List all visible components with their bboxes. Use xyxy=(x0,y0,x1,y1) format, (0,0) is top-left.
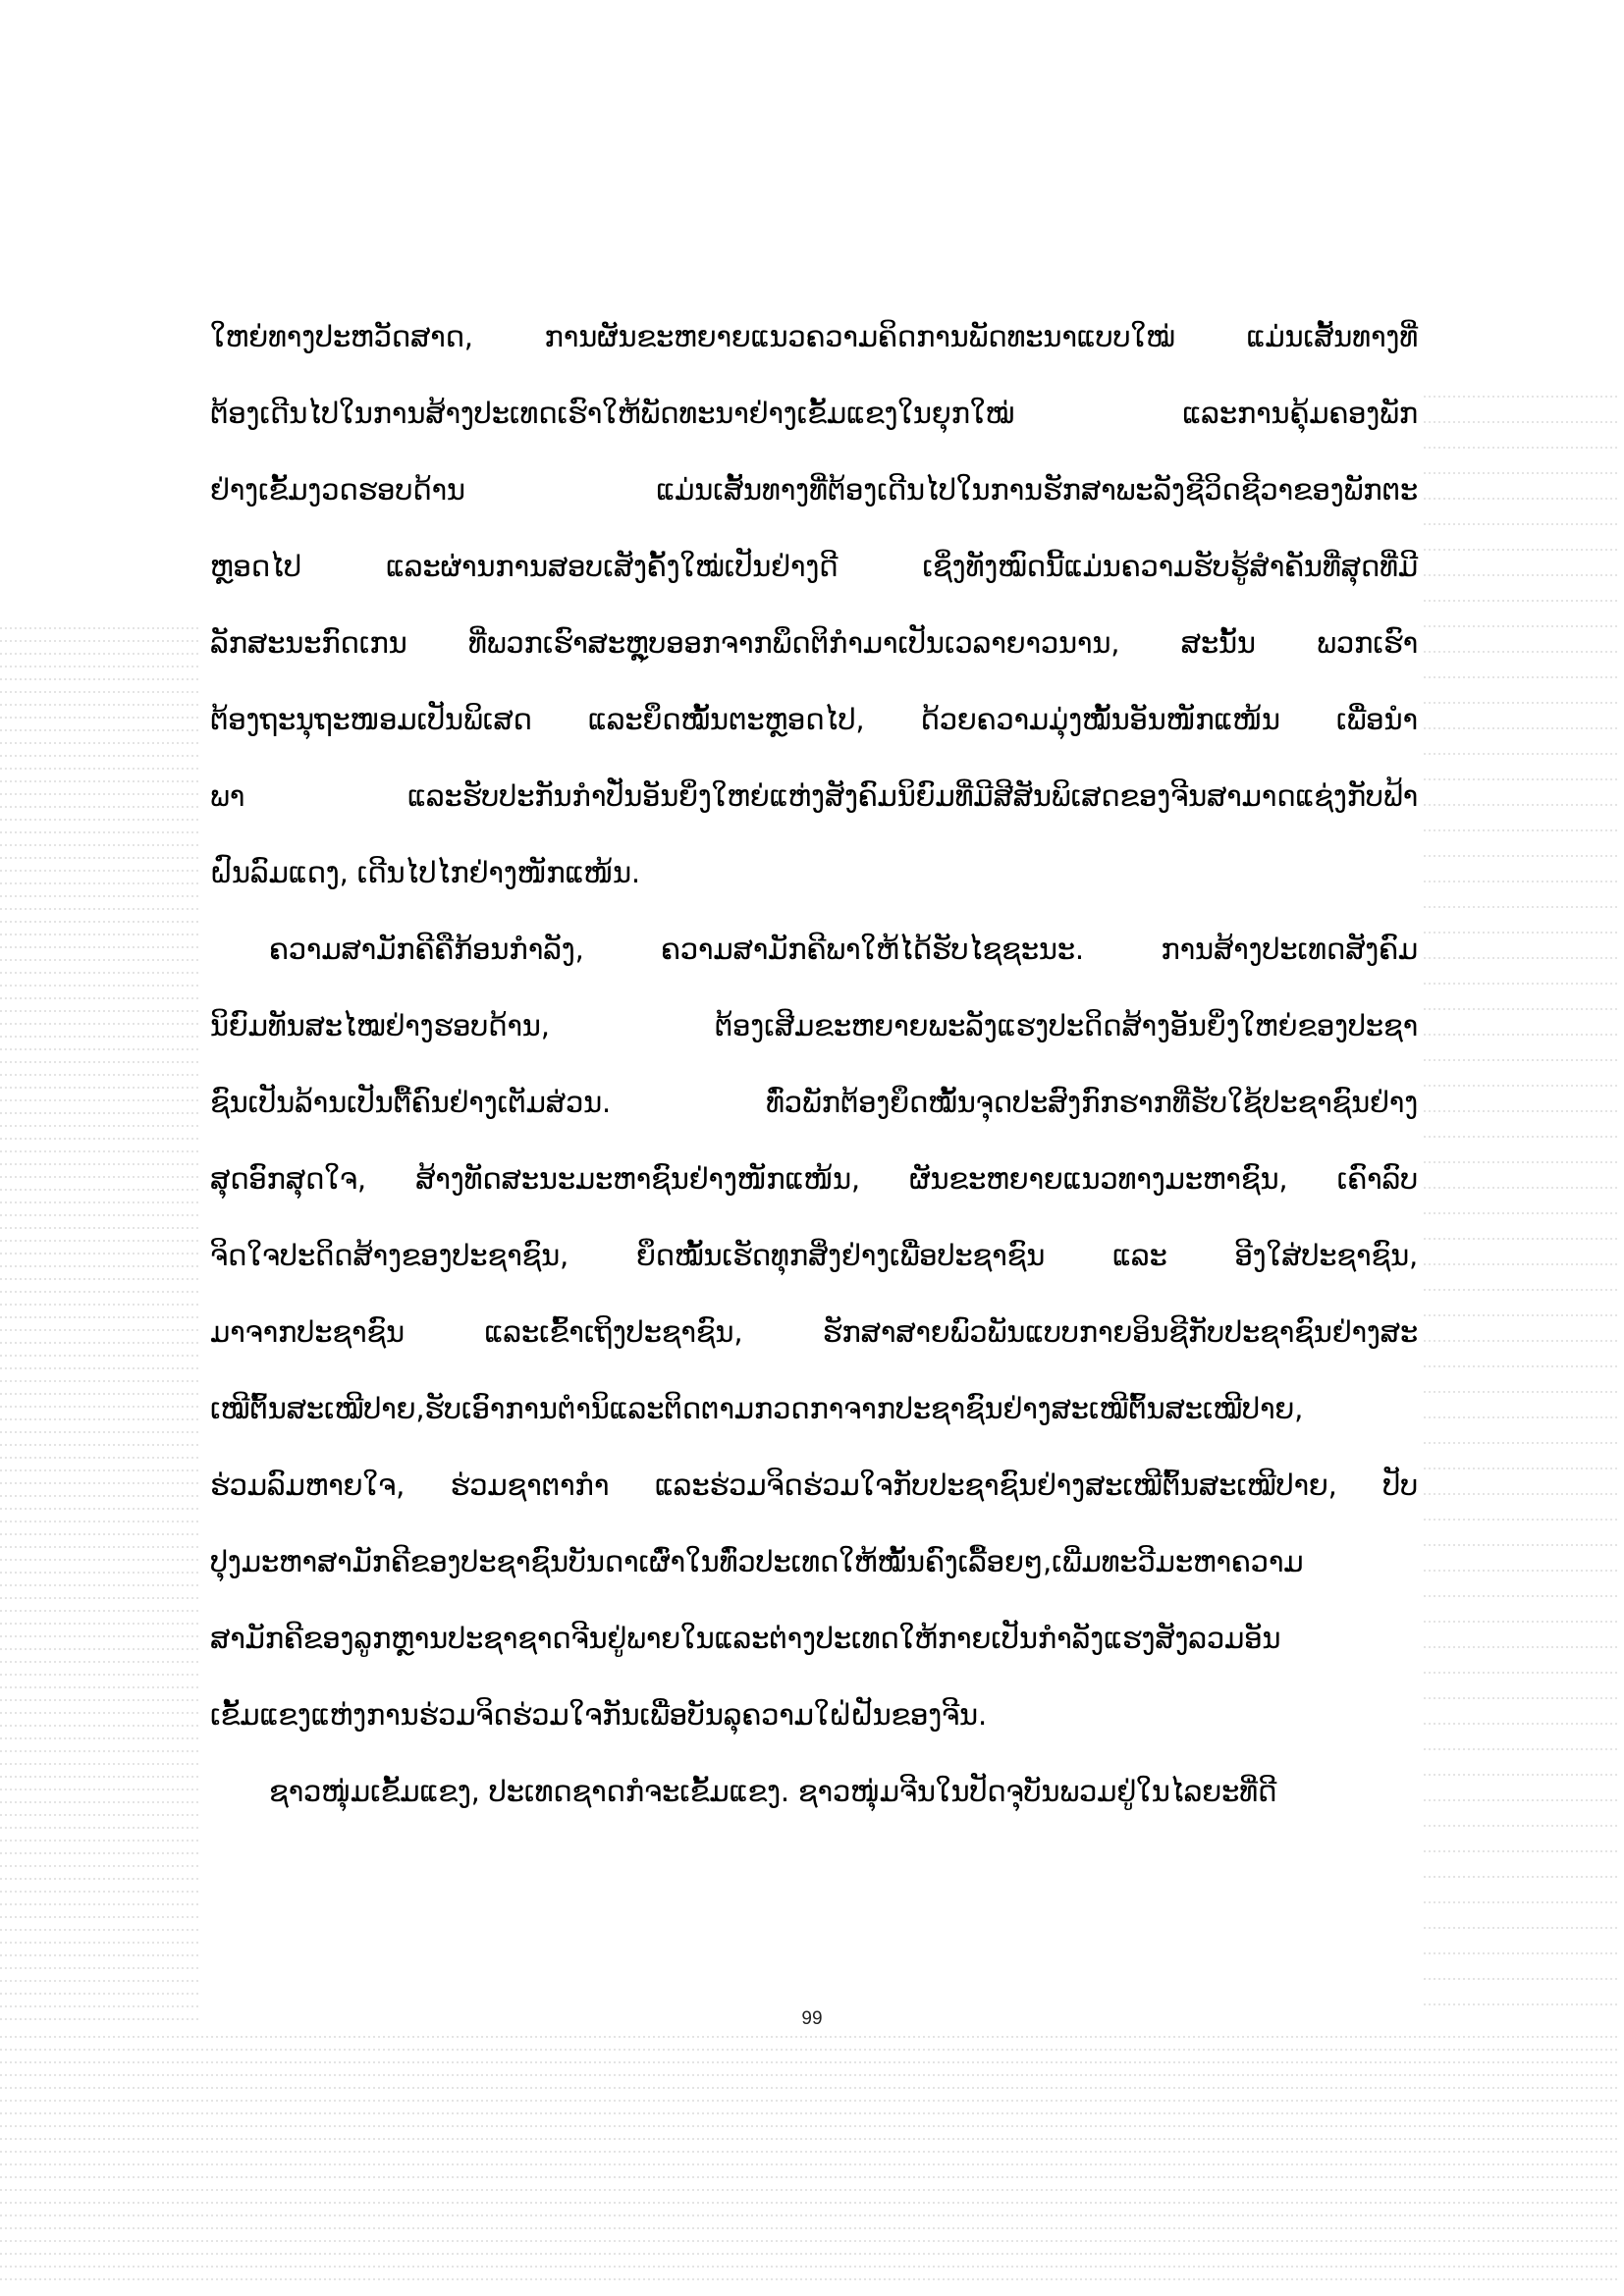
body-text xyxy=(210,298,1418,1830)
text-line: ຫຼອດໄປ ແລະຜ່ານການສອບເສັງຄັ້ງໃໝ່ເປັນຢ່າງດີ ເຊິ່ງທັງໝົດນີ້ແມ່ນຄວາມຮັບຮູ້ສຳຄັນທີ່ສຸດທີ່ມີ xyxy=(210,550,1418,583)
paragraph xyxy=(210,298,1418,911)
text-line: ສາມັກຄີຂອງລູກຫຼານປະຊາຊາດຈີນຢູ່ພາຍໃນແລະຕ່າງປະເທດໃຫ້ກາຍເປັນກຳລັງແຮງສັງລວມອັນ xyxy=(210,1622,1281,1655)
text-line: ຄວາມສາມັກຄີຄືກ້ອນກຳລັງ, ຄວາມສາມັກຄີພາໃຫ້ໄດ້ຮັບໄຊຊະນະ. ການສ້າງປະເທດສັງຄົມ xyxy=(269,933,1418,966)
text-line: ຕ້ອງເດີນໄປໃນການສ້າງປະເທດເຮົາໃຫ້ພັດທະນາຢ່າງເຂັ້ມແຂງໃນຍຸກໃໝ່ ແລະການຄຸ້ມຄອງພັກ xyxy=(210,397,1418,430)
text-line: ໃຫຍ່ທາງປະຫວັດສາດ, ການຜັນຂະຫຍາຍແນວຄວາມຄິດການພັດທະນາແບບໃໝ່ ແມ່ນເສັ້ນທາງທີ່ xyxy=(210,320,1418,353)
text-line: ຝົນລົມແດງ, ເດີນໄປໄກຢ່າງໜັກແໜ້ນ. xyxy=(210,856,640,889)
text-line: ຕ້ອງຖະນຸຖະໜອມເປັນພິເສດ ແລະຍຶດໝັ້ນຕະຫຼອດໄປ, ດ້ວຍຄວາມມຸ່ງໝັ້ນອັນໜັກແໜ້ນ ເພື່ອນຳ xyxy=(210,703,1418,736)
text-line: ຊົນເປັນລ້ານເປັນຕື້ຄົນຢ່າງເຕັມສ່ວນ. ທົ່ວພັກຕ້ອງຍຶດໝັ້ນຈຸດປະສົງກົກຮາກທີ່ຮັບໃຊ້ປະຊາຊົນຢ່າງ xyxy=(210,1086,1418,1119)
text-line: ເຂັ້ມແຂງແຫ່ງການຮ່ວມຈິດຮ່ວມໃຈກັນເພື່ອບັນລຸຄວາມໃຝ່ຝັນຂອງຈີນ. xyxy=(210,1698,987,1732)
text-line: ຢ່າງເຂັ້ມງວດຮອບດ້ານ ແມ່ນເສັ້ນທາງທີ່ຕ້ອງເດີນໄປໃນການຮັກສາພະລັງຊີວິດຊີວາຂອງພັກຕະ xyxy=(210,473,1418,507)
paragraph xyxy=(210,911,1418,1753)
text-line: ເໝີຕົ້ນສະເໝີປາຍ,ຮັບເອົາການຕຳນິແລະຕິດຕາມກວດກາຈາກປະຊາຊົນຢ່າງສະເໝີຕົ້ນສະເໝີປາຍ, xyxy=(210,1392,1304,1425)
paragraph xyxy=(210,1753,1418,1830)
text-line: ສຸດອົກສຸດໃຈ, ສ້າງທັດສະນະມະຫາຊົນຢ່າງໜັກແໜ້ນ, ຜັນຂະຫຍາຍແນວທາງມະຫາຊົນ, ເຄົາລົບ xyxy=(210,1162,1418,1196)
page-number: 99 xyxy=(801,2008,823,2029)
text-line: ມາຈາກປະຊາຊົນ ແລະເຂົ້າເຖິງປະຊາຊົນ, ຮັກສາສາຍພົວພັນແບບກາຍອິນຊີກັບປະຊາຊົນຢ່າງສະ xyxy=(210,1315,1418,1349)
text-line: ພາ ແລະຮັບປະກັນກຳປັ່ນອັນຍິ່ງໃຫຍ່ແຫ່ງສັງຄົມນິຍົມທີ່ມີສີສັນພິເສດຂອງຈີນສາມາດແຊ່ງກັບຟ້າ xyxy=(210,779,1418,813)
text-line: ລັກສະນະກົດເກນ ທີ່ພວກເຮົາສະຫຼຸບອອກຈາກພຶດຕິກຳມາເປັນເວລາຍາວນານ, ສະນັ້ນ ພວກເຮົາ xyxy=(210,626,1418,660)
text-line: ຮ່ວມລົມຫາຍໃຈ, ຮ່ວມຊາຕາກຳ ແລະຮ່ວມຈິດຮ່ວມໃຈກັບປະຊາຊົນຢ່າງສະເໝີຕົ້ນສະເໝີປາຍ, ປັບ xyxy=(210,1468,1418,1502)
text-line: ປຸງມະຫາສາມັກຄີຂອງປະຊາຊົນບັນດາເຜົ່າໃນທົ່ວປະເທດໃຫ້ໝັ້ນຄົງເລື້ອຍໆ,ເພີ່ມທະວີມະຫາຄວາມ xyxy=(210,1545,1304,1578)
text-line: ຈິດໃຈປະດິດສ້າງຂອງປະຊາຊົນ, ຍຶດໝັ້ນເຮັດທຸກສິ່ງຢ່າງເພື່ອປະຊາຊົນ ແລະ ອີງໃສ່ປະຊາຊົນ, xyxy=(210,1239,1418,1272)
text-line: ຊາວໜຸ່ມເຂັ້ມແຂງ, ປະເທດຊາດກໍຈະເຂັ້ມແຂງ. ຊາວໜຸ່ມຈີນໃນປັດຈຸບັນພວມຢູ່ໃນໄລຍະທີ່ດີ xyxy=(269,1775,1277,1808)
text-line: ນິຍົມທັນສະໄໝຢ່າງຮອບດ້ານ, ຕ້ອງເສີມຂະຫຍາຍພະລັງແຮງປະດິດສ້າງອັນຍິ່ງໃຫຍ່ຂອງປະຊາ xyxy=(210,1009,1418,1042)
